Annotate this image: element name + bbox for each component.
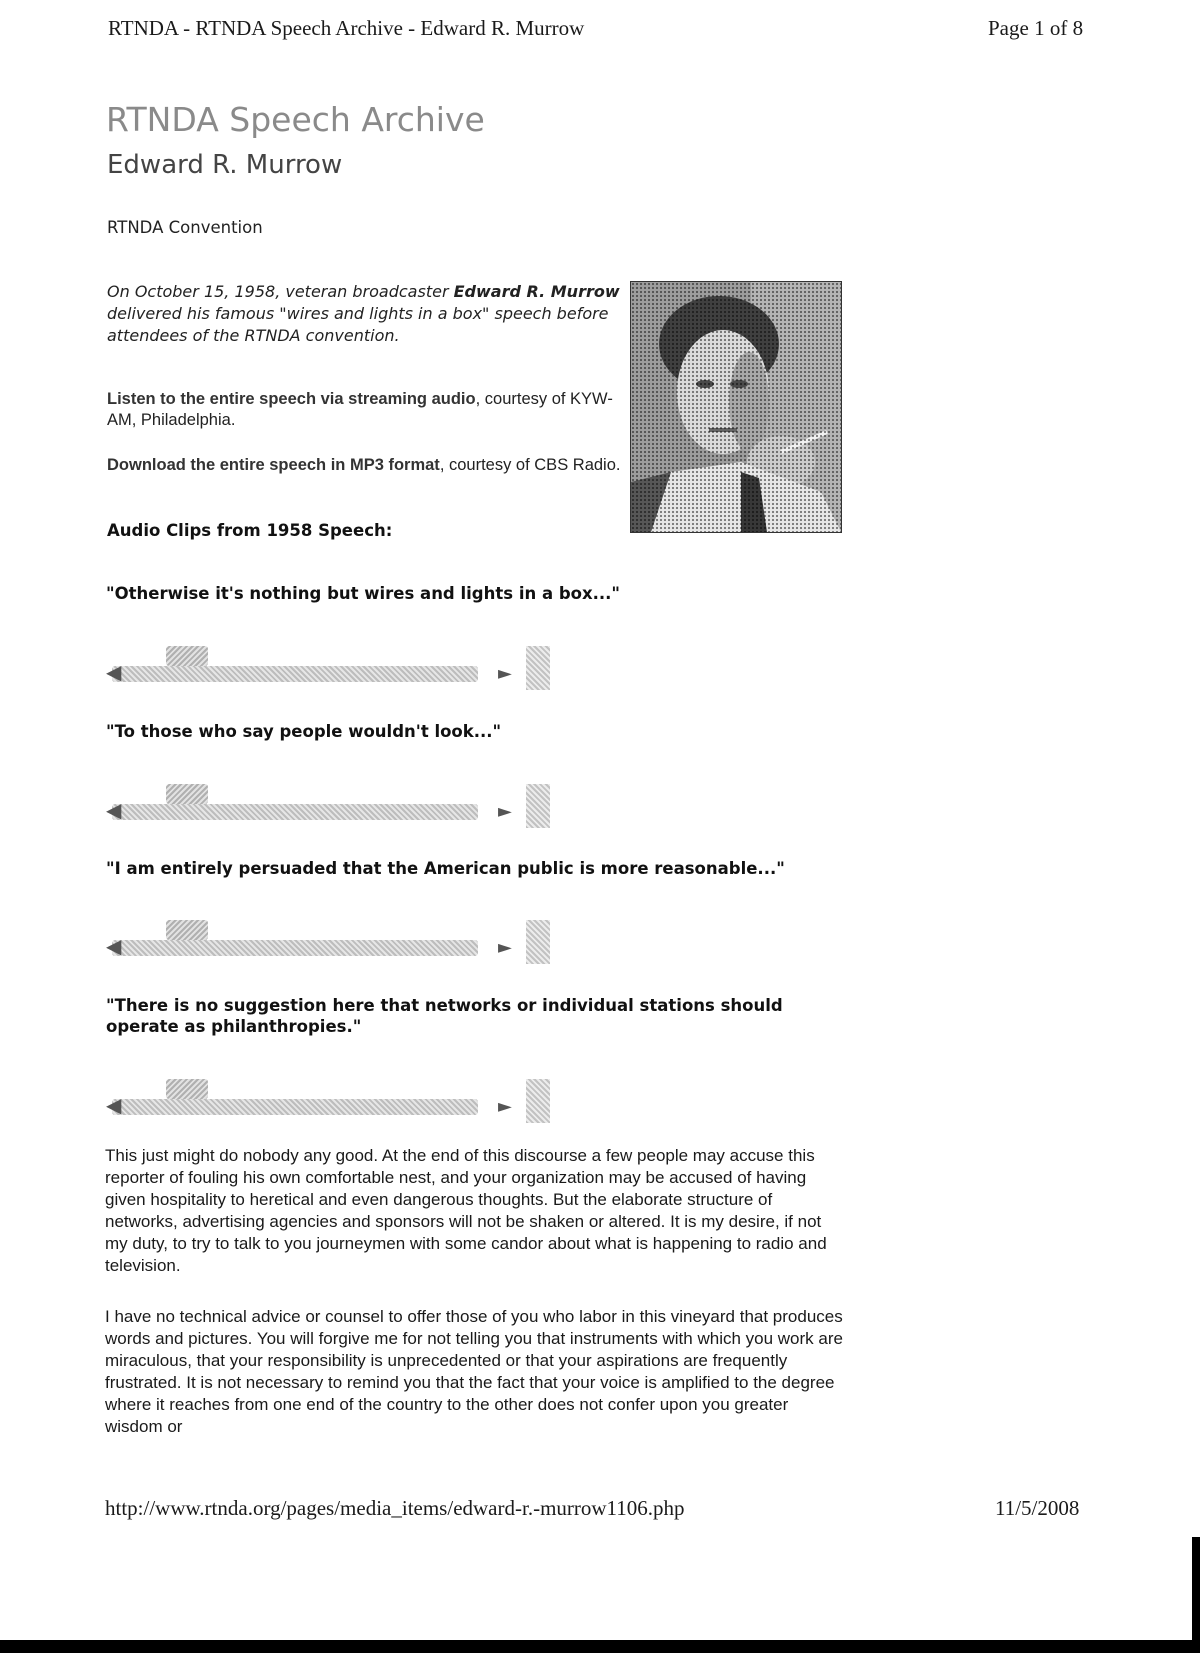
speech-paragraph-2: I have no technical advice or counsel to offer those of you who labor in this vineyard that produces words and pictures. You will forgive me for not telling you that instruments with which you work are miraculous, that your responsibility is unprecedented or that your aspirations are frequently frustrated. It is not necessary to remind you that the fact that your voice is amplified to the degree where it reaches from one end of the country to the other does not confer upon you greater wisdom or [105,1307,843,1436]
download-mp3-link[interactable]: Download the entire speech in MP3 format [107,456,440,474]
player-3-seek-track[interactable] [112,940,478,956]
speech-paragraph-1: This just might do nobody any good. At the end of this discourse a few people may accuse this reporter of fouling his own comfortable nest, and your organization may be accused of having given hospitality to heretical and even dangerous thoughts. But the elaborate structure of networks, advertising agencies and sponsors will not be shaken or altered. It is my desire, if not my duty, to try to talk to you journeymen with some candor about what is happening to radio and television. [105,1146,827,1275]
player-4-seek-track[interactable] [112,1099,478,1115]
intro-text-after: delivered his famous "wires and lights in a box" speech before attendees of the RTNDA convention. [107,304,609,345]
player-2-seek-track[interactable] [112,804,478,820]
player-3-position-knob[interactable] [166,920,208,940]
player-2-volume-slider[interactable] [526,784,550,828]
intro-text-before: On October 15, 1958, veteran broadcaster [107,282,454,301]
player-1-volume-slider[interactable] [526,646,550,690]
player-4-volume-slider[interactable] [526,1079,550,1123]
player-1-seek-track[interactable] [112,666,478,682]
listen-courtesy: , courtesy of KYW-AM, Philadelphia. [107,390,613,429]
download-courtesy: , courtesy of CBS Radio. [439,456,621,474]
download-paragraph [107,455,627,476]
speaker-icon[interactable]: ► [498,801,512,822]
clip-3-title: "I am entirely persuaded that the American public is more reasonable..." [106,859,785,878]
intro-paragraph [107,281,627,347]
print-header-page-number: Page 1 of 8 [988,16,1084,40]
print-footer-url: http://www.rtnda.org/pages/media_items/edward-r.-murrow1106.php [105,1496,685,1520]
scan-edge-right [1192,1537,1200,1653]
speaker-icon[interactable]: ► [498,937,512,958]
archive-title: RTNDA Speech Archive [106,100,485,139]
audio-clips-heading: Audio Clips from 1958 Speech: [107,521,393,540]
play-icon[interactable]: ◀ [106,660,122,684]
clip-1-audio-player[interactable] [106,644,550,692]
speaker-portrait [630,281,842,533]
play-icon[interactable]: ◀ [106,934,122,958]
speaker-icon[interactable]: ► [498,1096,512,1117]
print-header-title: RTNDA - RTNDA Speech Archive - Edward R. Murrow [108,16,585,40]
portrait-image [631,282,841,532]
play-icon[interactable]: ◀ [106,798,122,822]
clip-4-title: "There is no suggestion here that networks or individual stations should operate as philanthropies." [106,996,783,1036]
player-3-volume-slider[interactable] [526,920,550,964]
player-2-position-knob[interactable] [166,784,208,804]
clip-3-audio-player[interactable] [106,918,550,966]
clip-2-title: "To those who say people wouldn't look..." [106,722,502,741]
clip-4-audio-player[interactable] [106,1077,550,1125]
speaker-icon[interactable]: ► [498,663,512,684]
clip-2-audio-player[interactable] [106,782,550,830]
print-footer-date: 11/5/2008 [995,1496,1080,1520]
listen-streaming-link[interactable]: Listen to the entire speech via streaming audio [107,390,476,408]
clip-1-title: "Otherwise it's nothing but wires and lights in a box..." [106,584,621,603]
intro-speaker-name: Edward R. Murrow [453,282,620,301]
speaker-name: Edward R. Murrow [107,150,343,180]
play-icon[interactable]: ◀ [106,1093,122,1117]
listen-paragraph [107,389,627,431]
player-1-position-knob[interactable] [166,646,208,666]
scan-edge-bottom [0,1640,1200,1653]
event-name: RTNDA Convention [107,218,263,237]
player-4-position-knob[interactable] [166,1079,208,1099]
